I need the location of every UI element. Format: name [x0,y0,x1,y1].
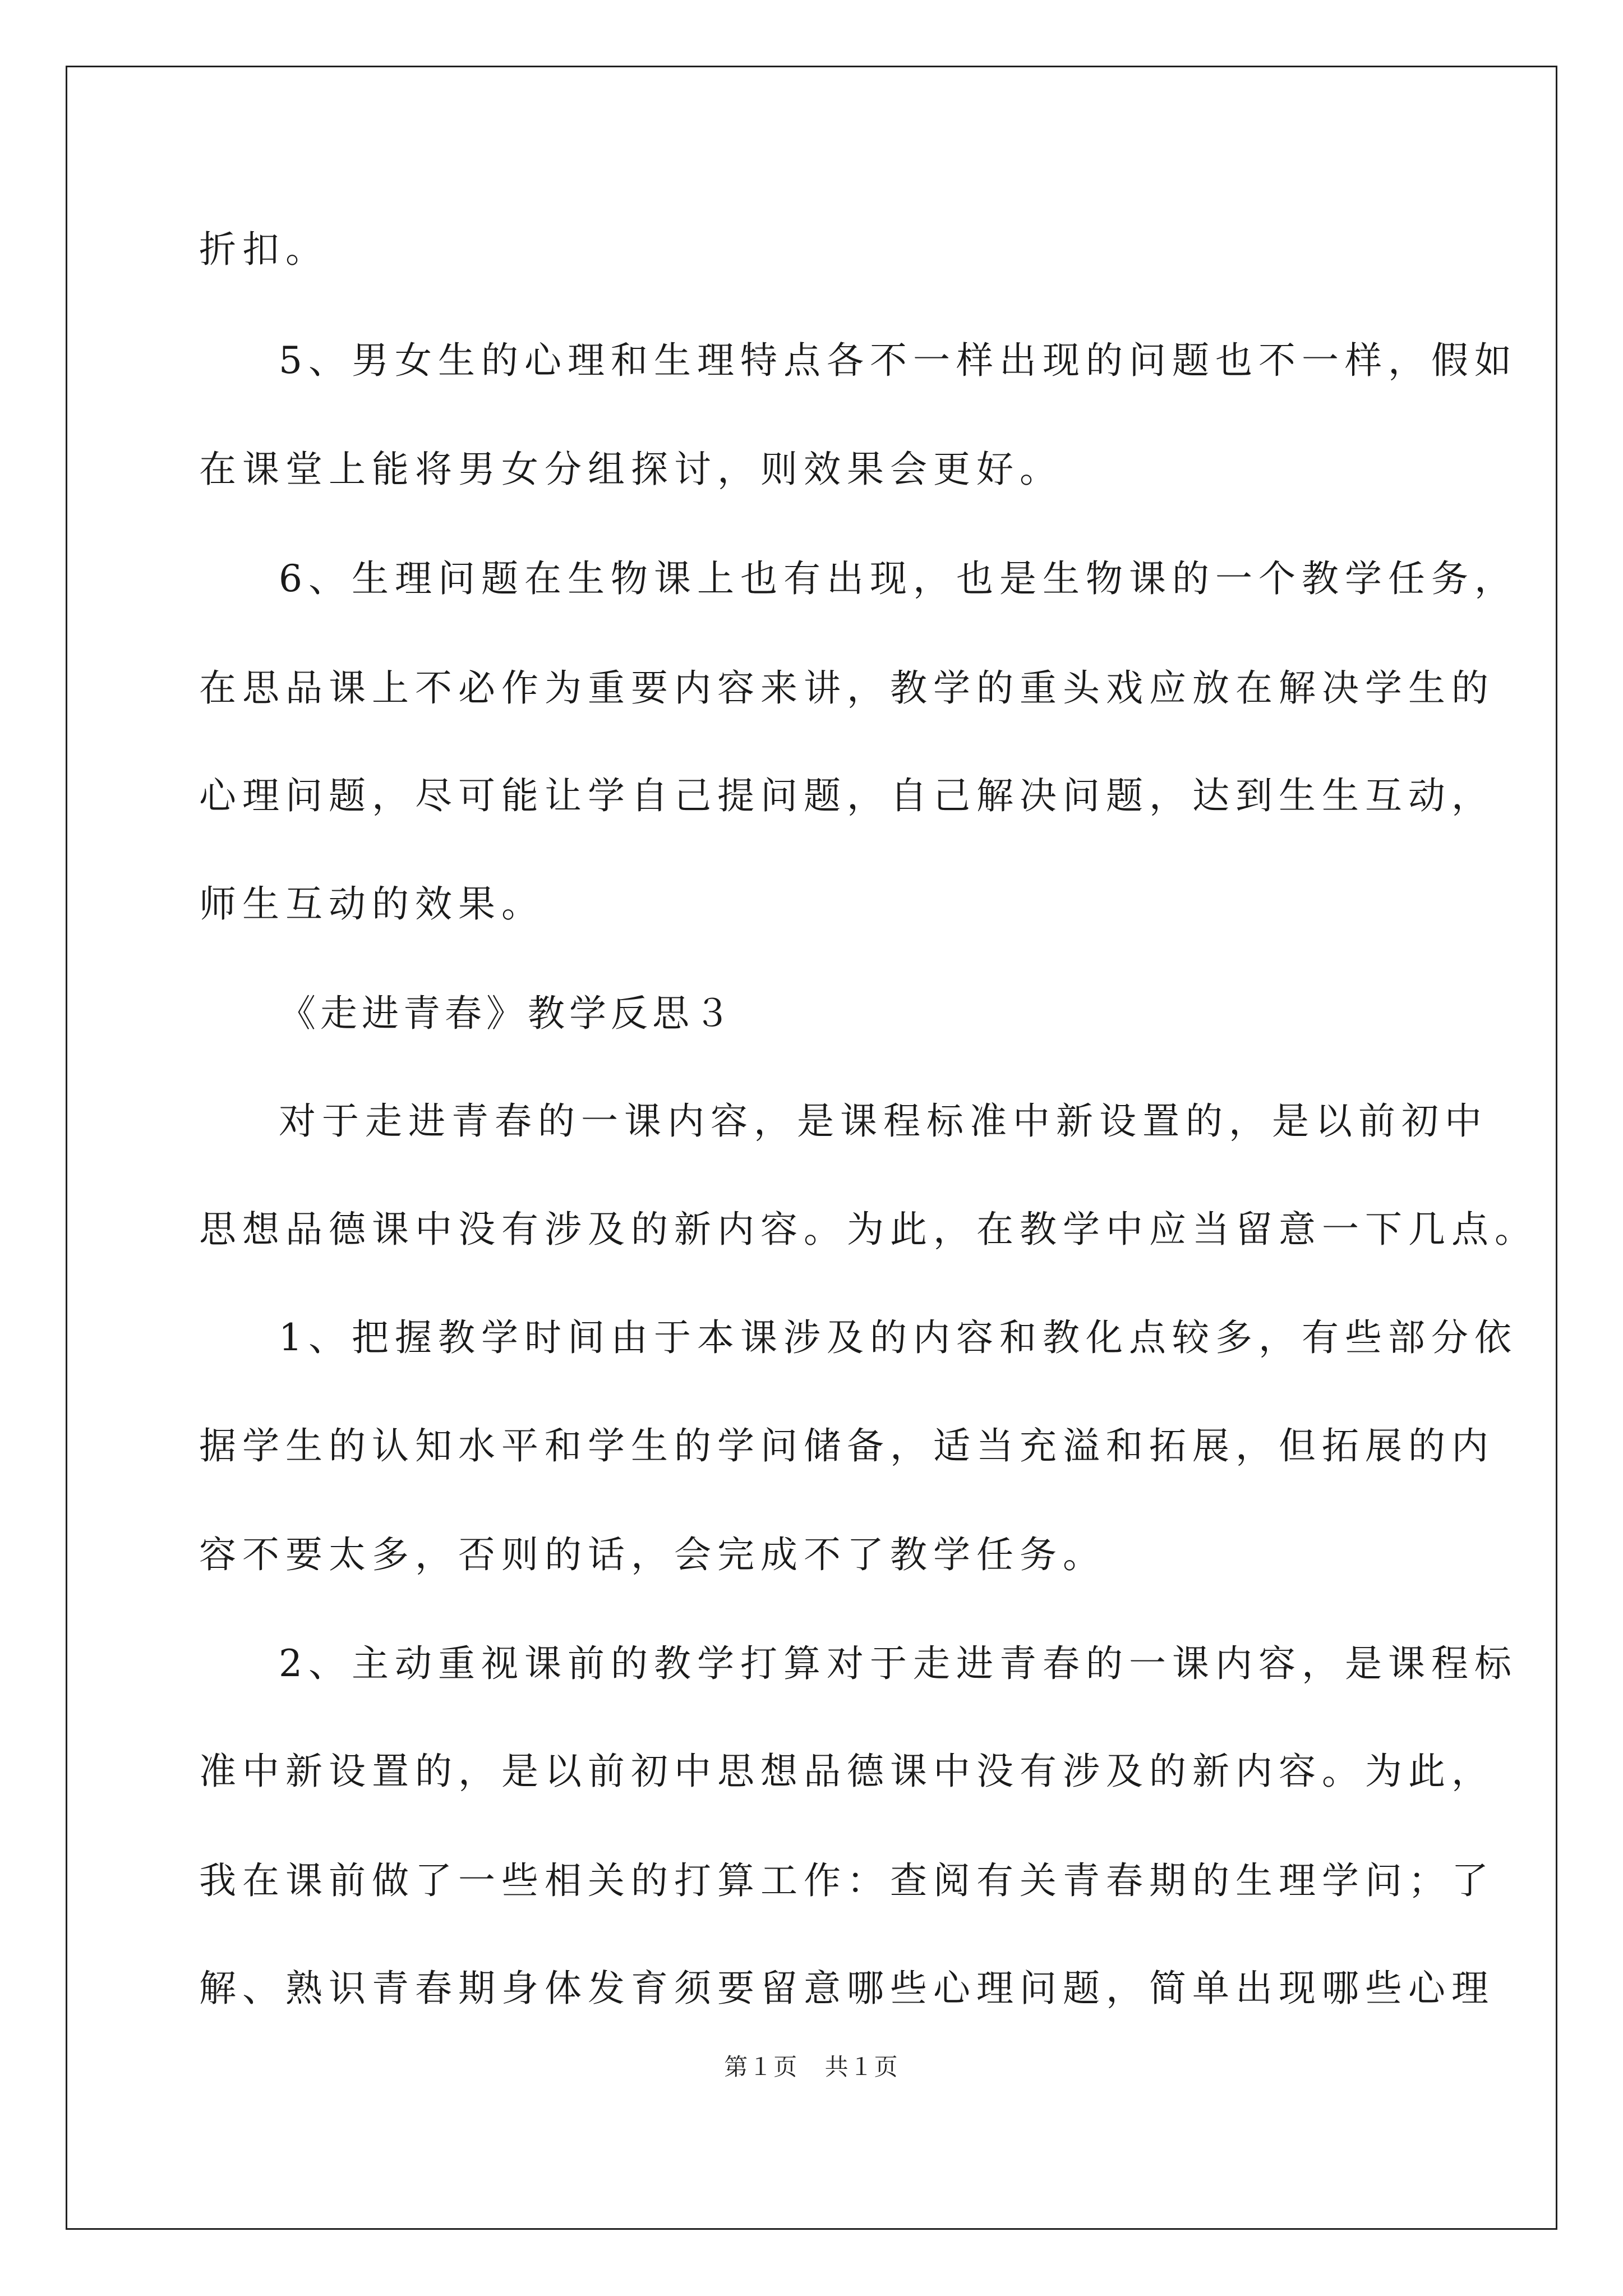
point-2-line: 准中新设置的，是以前初中思想品德课中没有涉及的新内容。为此， [199,1750,1495,1793]
paragraph-6-line: 师生互动的效果。 [199,882,545,926]
point-1-line: 容不要太多，否则的话，会完成不了教学任务。 [199,1533,1106,1576]
point-2-line: 2、主动重视课前的教学打算对于走进青春的一课内容，是课程标 [279,1642,1518,1685]
page-total: 共１页 [824,2053,899,2081]
point-2-line: 解、熟识青春期身体发育须要留意哪些心理问题，简单出现哪些心理 [199,1967,1495,2010]
intro-line: 思想品德课中没有涉及的新内容。为此，在教学中应当留意一下几点。 [199,1208,1538,1251]
point-1-line: 1、把握教学时间由于本课涉及的内容和教化点较多，有些部分依 [279,1316,1518,1359]
page-border [66,66,1557,2230]
paragraph-6-line: 在思品课上不必作为重要内容来讲，教学的重头戏应放在解决学生的 [199,666,1495,710]
paragraph-6-line: 心理问题，尽可能让学自己提问题，自己解决问题，达到生生互动， [199,774,1495,817]
paragraph-6-line: 6、生理问题在生物课上也有出现，也是生物课的一个教学任务， [279,557,1518,600]
section-heading: 《走进青春》教学反思３ [279,992,735,1035]
page-number: 第１页 [724,2053,799,2081]
intro-line: 对于走进青春的一课内容，是课程标准中新设置的，是以前初中 [279,1099,1488,1143]
paragraph-5-line: 在课堂上能将男女分组探讨，则效果会更好。 [199,448,1063,491]
paragraph-5-line: 5、男女生的心理和生理特点各不一样出现的问题也不一样，假如 [279,339,1518,382]
text-line: 折扣。 [199,228,329,271]
point-2-line: 我在课前做了一些相关的打算工作：查阅有关青春期的生理学问；了 [199,1859,1495,1902]
point-1-line: 据学生的认知水平和学生的学问储备，适当充溢和拓展，但拓展的内 [199,1424,1495,1467]
page-footer [0,2053,1623,2081]
